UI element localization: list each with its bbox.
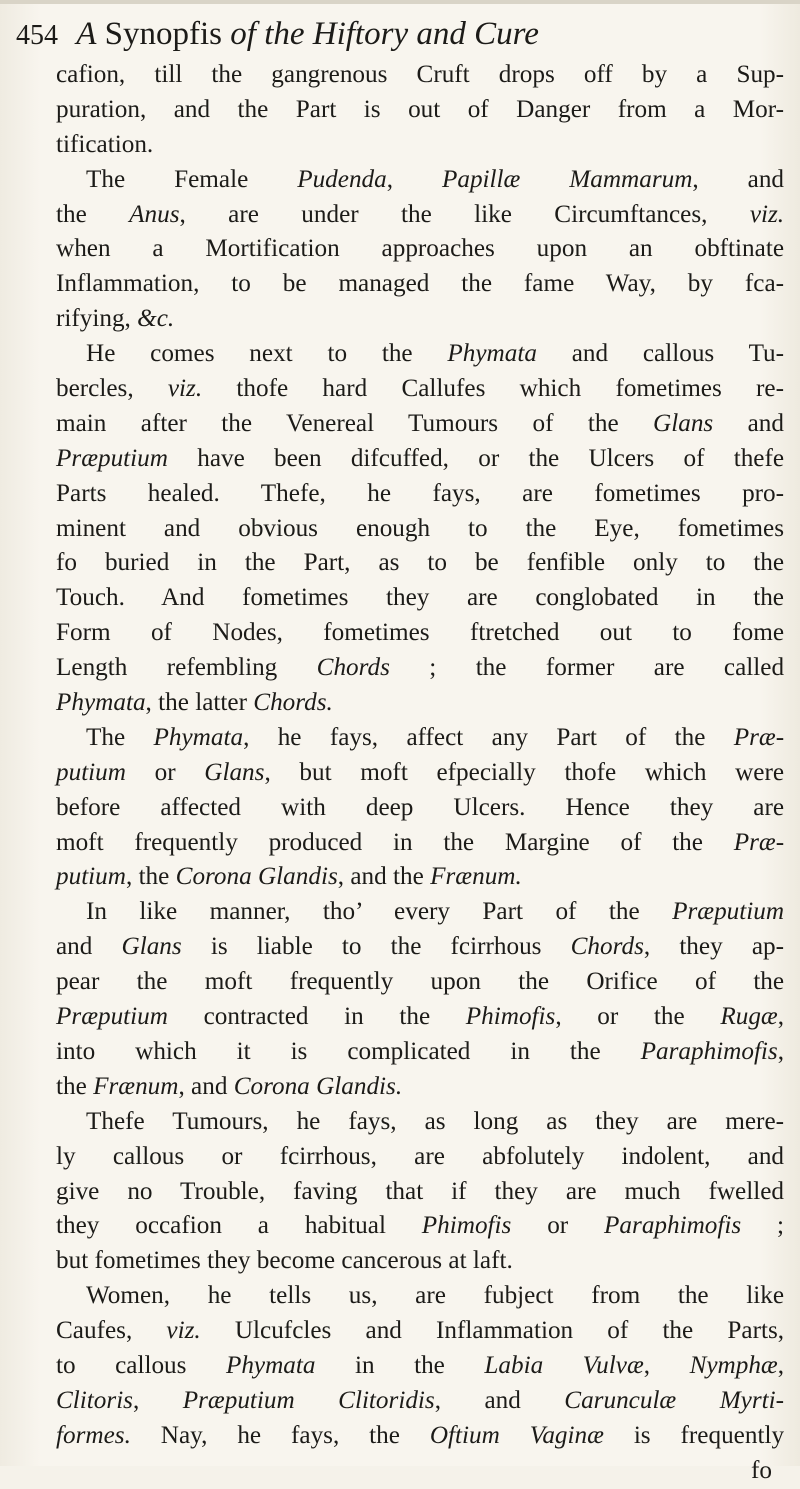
text-line: In like manner, tho’ every Part of the Præputium (86, 898, 785, 926)
text-line: Phymata, the latter Chords. (56, 689, 333, 717)
text-line: main after the Venereal Tumours of the Glans and (56, 409, 784, 437)
text-line: they occafion a habitual Phimofis or Paraphimofis ; (56, 1212, 785, 1240)
text-line: Caufes, viz. Ulcufcles and Inflammation of the Parts, (56, 1317, 785, 1345)
text-line: but fometimes they become cancerous at laft. (56, 1247, 513, 1275)
text-line: cafion, till the gangrenous Cruft drops off by a Sup- (56, 61, 785, 88)
text-line: Clitoris, Præputium Clitoridis, and Carunculæ Myrti- (56, 1386, 785, 1414)
text-line: the Anus, are under the like Circumftances, viz. (56, 200, 785, 228)
running-head-title-synopsis: Synopfis (104, 16, 223, 52)
text-line: Inflammation, to be managed the fame Way, by fca- (56, 270, 785, 298)
text-line: give no Trouble, faving that if they are much fwelled (56, 1177, 784, 1205)
text-line: putium, the Corona Glandis, and the Frænum. (56, 863, 522, 891)
text-line: rifying, &c. (56, 305, 175, 333)
text-line: into which it is complicated in the Paraphimofis, (56, 1037, 785, 1065)
text-line: tification. (56, 130, 154, 158)
text-line: the Frænum, and Corona Glandis. (56, 1072, 403, 1100)
text-line: Præputium have been difcuffed, or the Ulcers of thefe (56, 444, 785, 472)
text-line: puration, and the Part is out of Danger from a Mor- (56, 95, 785, 123)
running-head-title-rest: of the Hiftory and Cure (230, 16, 539, 52)
text-line: when a Mortification approaches upon an obftinate (56, 235, 785, 263)
text-line: Form of Nodes, fometimes ftretched out to fome (56, 619, 785, 647)
text-line: He comes next to the Phymata and callous Tu- (86, 340, 785, 368)
text-line: bercles, viz. thofe hard Callufes which fometimes re- (56, 375, 784, 403)
text-line: Thefe Tumours, he fays, as long as they are mere- (86, 1107, 785, 1135)
body-text (56, 58, 784, 1489)
catchword: fo (751, 1456, 772, 1484)
text-line: Touch. And fometimes they are conglobated in the (56, 584, 784, 612)
text-line: Præputium contracted in the Phimofis, or the Rugæ, (56, 1003, 785, 1031)
text-line: Length refembling Chords ; the former are called (56, 654, 785, 682)
text-line: pear the moft frequently upon the Orifice of the (56, 968, 785, 996)
text-line: The Phymata, he fays, affect any Part of the Præ- (86, 723, 785, 751)
text-line: putium or Glans, but moft efpecially thofe which were (56, 758, 785, 786)
page-number: 454 (16, 20, 58, 51)
page-top-edge (0, 0, 800, 4)
text-line: minent and obvious enough to the Eye, fometimes (56, 514, 785, 542)
text-line: and Glans is liable to the fcirrhous Chords, they ap- (56, 933, 784, 961)
text-line: formes. Nay, he fays, the Oftium Vaginæ is frequently (56, 1421, 785, 1449)
text-line: The Female Pudenda, Papillæ Mammarum, and (86, 165, 785, 193)
text-line: ly callous or fcirrhous, are abfolutely indolent, and (56, 1142, 785, 1170)
text-line: moft frequently produced in the Margine of the Præ- (56, 828, 785, 856)
running-head (16, 10, 786, 58)
text-line: Women, he tells us, are fubject from the like (86, 1282, 785, 1310)
running-head-title-a: A (76, 16, 97, 52)
text-line: to callous Phymata in the Labia Vulvæ, Nymphæ, (56, 1351, 785, 1379)
text-line: Parts healed. Thefe, he fays, are fometimes pro- (56, 479, 785, 507)
text-line: fo buried in the Part, as to be fenfible only to the (56, 549, 785, 577)
text-line: before affected with deep Ulcers. Hence they are (56, 793, 785, 821)
